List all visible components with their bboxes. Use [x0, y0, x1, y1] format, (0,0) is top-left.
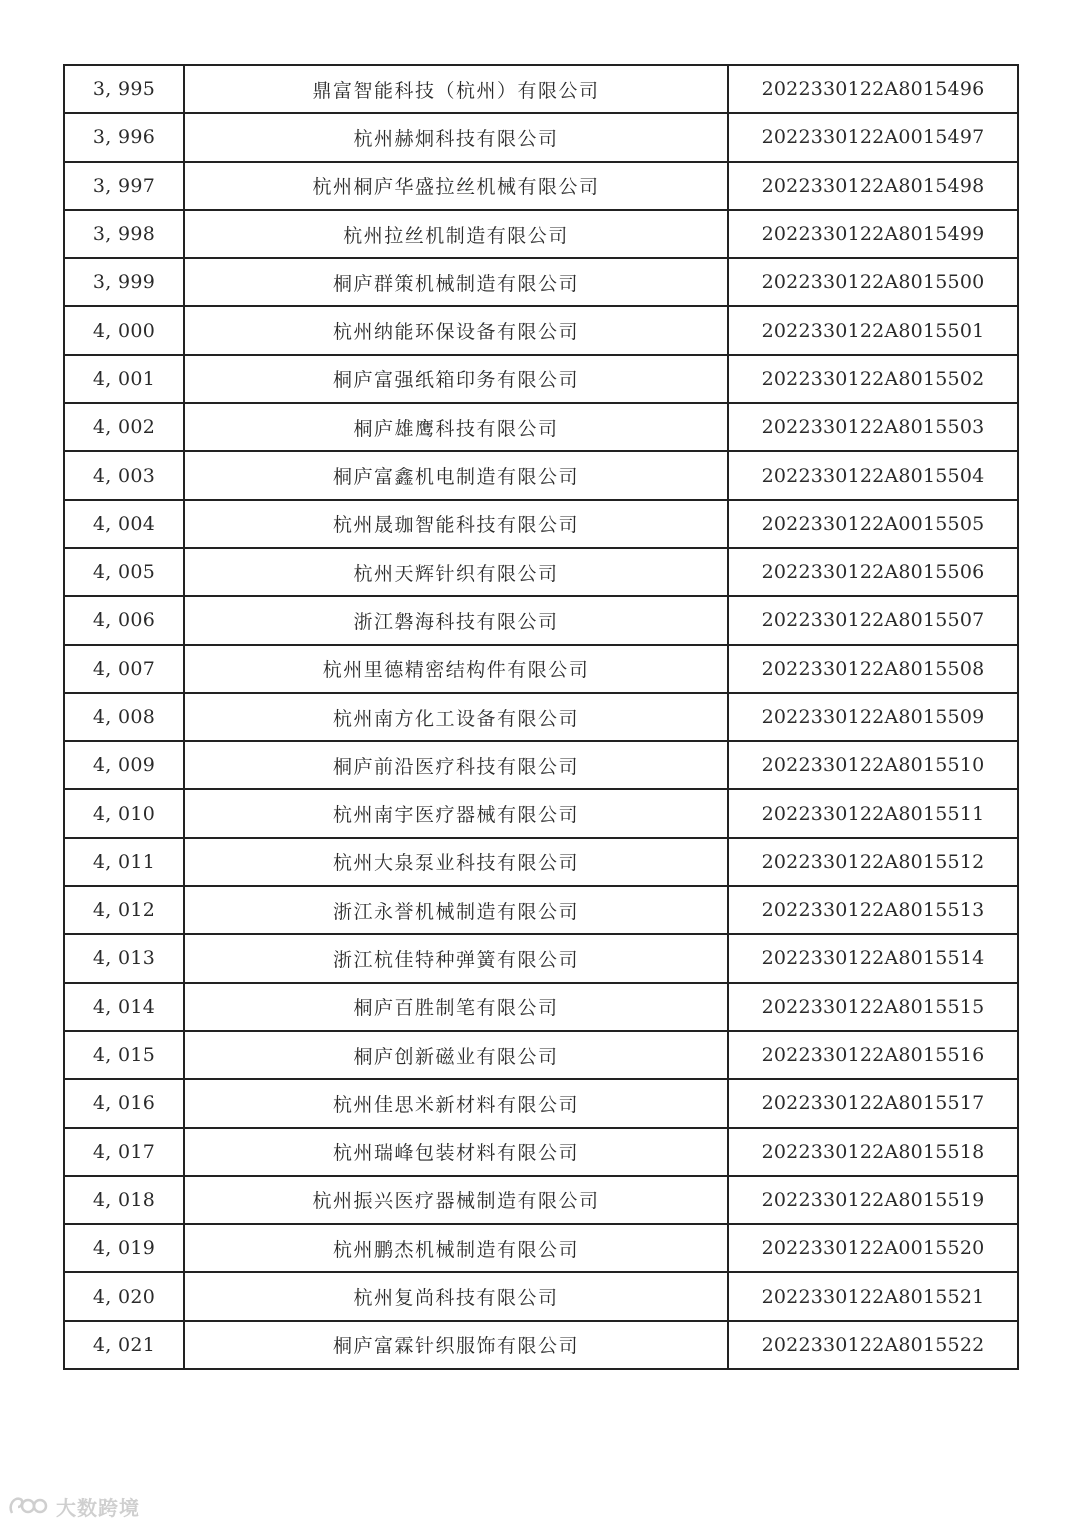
- company-name-cell: 桐庐百胜制笔有限公司: [184, 983, 728, 1031]
- company-name-cell: 杭州佳思米新材料有限公司: [184, 1079, 728, 1127]
- row-sequence-number: 3, 999: [64, 258, 184, 306]
- company-name-cell: 杭州复尚科技有限公司: [184, 1272, 728, 1320]
- company-name-cell: 杭州南方化工设备有限公司: [184, 693, 728, 741]
- table-row: [64, 693, 1018, 741]
- table-row: [64, 258, 1018, 306]
- table-row: [64, 1128, 1018, 1176]
- watermark: [6, 1488, 140, 1524]
- company-name-cell: 杭州南宇医疗器械有限公司: [184, 789, 728, 837]
- table-row: [64, 500, 1018, 548]
- registration-code-cell: 2022330122A8015515: [728, 983, 1018, 1031]
- company-name-cell: 杭州天辉针织有限公司: [184, 548, 728, 596]
- registration-code-cell: 2022330122A8015518: [728, 1128, 1018, 1176]
- registration-code-cell: 2022330122A8015498: [728, 162, 1018, 210]
- row-sequence-number: 4, 008: [64, 693, 184, 741]
- registration-code-cell: 2022330122A8015504: [728, 451, 1018, 499]
- table-row: [64, 210, 1018, 258]
- row-sequence-number: 4, 006: [64, 596, 184, 644]
- row-sequence-number: 4, 014: [64, 983, 184, 1031]
- row-sequence-number: 4, 003: [64, 451, 184, 499]
- registration-code-cell: 2022330122A8015522: [728, 1321, 1018, 1369]
- row-sequence-number: 4, 002: [64, 403, 184, 451]
- company-name-cell: 桐庐雄鹰科技有限公司: [184, 403, 728, 451]
- table-row: [64, 838, 1018, 886]
- row-sequence-number: 4, 005: [64, 548, 184, 596]
- table-row: [64, 886, 1018, 934]
- row-sequence-number: 4, 011: [64, 838, 184, 886]
- table-row: [64, 1031, 1018, 1079]
- table-row: [64, 1321, 1018, 1369]
- row-sequence-number: 3, 995: [64, 65, 184, 113]
- company-name-cell: 杭州桐庐华盛拉丝机械有限公司: [184, 162, 728, 210]
- registration-code-cell: 2022330122A8015516: [728, 1031, 1018, 1079]
- table-row: [64, 306, 1018, 354]
- row-sequence-number: 4, 004: [64, 500, 184, 548]
- registration-code-cell: 2022330122A8015511: [728, 789, 1018, 837]
- table-row: [64, 741, 1018, 789]
- row-sequence-number: 4, 015: [64, 1031, 184, 1079]
- table-row: [64, 403, 1018, 451]
- registration-code-cell: 2022330122A8015508: [728, 645, 1018, 693]
- company-name-cell: 杭州晟珈智能科技有限公司: [184, 500, 728, 548]
- row-sequence-number: 4, 020: [64, 1272, 184, 1320]
- table-row: [64, 1176, 1018, 1224]
- table-row: [64, 355, 1018, 403]
- table-row: [64, 1224, 1018, 1272]
- company-name-cell: 桐庐富霖针织服饰有限公司: [184, 1321, 728, 1369]
- registration-code-cell: 2022330122A0015497: [728, 113, 1018, 161]
- company-name-cell: 杭州纳能环保设备有限公司: [184, 306, 728, 354]
- row-sequence-number: 4, 019: [64, 1224, 184, 1272]
- table-row: [64, 645, 1018, 693]
- company-name-cell: 鼎富智能科技（杭州）有限公司: [184, 65, 728, 113]
- row-sequence-number: 4, 001: [64, 355, 184, 403]
- company-name-cell: 浙江杭佳特种弹簧有限公司: [184, 934, 728, 982]
- company-name-cell: 浙江磐海科技有限公司: [184, 596, 728, 644]
- company-name-cell: 杭州赫炯科技有限公司: [184, 113, 728, 161]
- registration-code-cell: 2022330122A8015496: [728, 65, 1018, 113]
- row-sequence-number: 3, 996: [64, 113, 184, 161]
- company-name-cell: 杭州拉丝机制造有限公司: [184, 210, 728, 258]
- company-name-cell: 桐庐创新磁业有限公司: [184, 1031, 728, 1079]
- company-name-cell: 杭州振兴医疗器械制造有限公司: [184, 1176, 728, 1224]
- table-body: [64, 65, 1018, 1369]
- registration-code-cell: 2022330122A8015514: [728, 934, 1018, 982]
- row-sequence-number: 4, 007: [64, 645, 184, 693]
- row-sequence-number: 4, 000: [64, 306, 184, 354]
- table-row: [64, 934, 1018, 982]
- row-sequence-number: 4, 016: [64, 1079, 184, 1127]
- company-name-cell: 桐庐群策机械制造有限公司: [184, 258, 728, 306]
- registration-code-cell: 2022330122A0015520: [728, 1224, 1018, 1272]
- company-name-cell: 杭州大泉泵业科技有限公司: [184, 838, 728, 886]
- company-list-table: [63, 64, 1019, 1370]
- company-name-cell: 杭州鹏杰机械制造有限公司: [184, 1224, 728, 1272]
- table-row: [64, 596, 1018, 644]
- table-row: [64, 1272, 1018, 1320]
- row-sequence-number: 4, 018: [64, 1176, 184, 1224]
- registration-code-cell: 2022330122A8015517: [728, 1079, 1018, 1127]
- row-sequence-number: 3, 997: [64, 162, 184, 210]
- row-sequence-number: 4, 017: [64, 1128, 184, 1176]
- row-sequence-number: 4, 012: [64, 886, 184, 934]
- row-sequence-number: 4, 021: [64, 1321, 184, 1369]
- company-name-cell: 桐庐前沿医疗科技有限公司: [184, 741, 728, 789]
- registration-code-cell: 2022330122A8015503: [728, 403, 1018, 451]
- registration-code-cell: 2022330122A8015509: [728, 693, 1018, 741]
- table-row: [64, 113, 1018, 161]
- row-sequence-number: 4, 010: [64, 789, 184, 837]
- row-sequence-number: 4, 009: [64, 741, 184, 789]
- registration-code-cell: 2022330122A8015502: [728, 355, 1018, 403]
- company-name-cell: 杭州里德精密结构件有限公司: [184, 645, 728, 693]
- company-name-cell: 杭州瑞峰包装材料有限公司: [184, 1128, 728, 1176]
- table-row: [64, 548, 1018, 596]
- registration-code-cell: 2022330122A8015510: [728, 741, 1018, 789]
- registration-code-cell: 2022330122A8015512: [728, 838, 1018, 886]
- brand-logo-icon: [6, 1491, 50, 1521]
- registration-code-cell: 2022330122A8015507: [728, 596, 1018, 644]
- table-row: [64, 983, 1018, 1031]
- row-sequence-number: 3, 998: [64, 210, 184, 258]
- row-sequence-number: 4, 013: [64, 934, 184, 982]
- registration-code-cell: 2022330122A8015499: [728, 210, 1018, 258]
- registration-code-cell: 2022330122A8015506: [728, 548, 1018, 596]
- table-row: [64, 1079, 1018, 1127]
- registration-code-cell: 2022330122A8015500: [728, 258, 1018, 306]
- table-row: [64, 789, 1018, 837]
- table-row: [64, 65, 1018, 113]
- registration-code-cell: 2022330122A8015521: [728, 1272, 1018, 1320]
- watermark-text: 大数跨境: [56, 1495, 140, 1520]
- registration-code-cell: 2022330122A8015513: [728, 886, 1018, 934]
- registration-code-cell: 2022330122A8015501: [728, 306, 1018, 354]
- company-name-cell: 浙江永誉机械制造有限公司: [184, 886, 728, 934]
- registration-code-cell: 2022330122A8015519: [728, 1176, 1018, 1224]
- company-name-cell: 桐庐富鑫机电制造有限公司: [184, 451, 728, 499]
- table-row: [64, 162, 1018, 210]
- company-name-cell: 桐庐富强纸箱印务有限公司: [184, 355, 728, 403]
- table-row: [64, 451, 1018, 499]
- registration-code-cell: 2022330122A0015505: [728, 500, 1018, 548]
